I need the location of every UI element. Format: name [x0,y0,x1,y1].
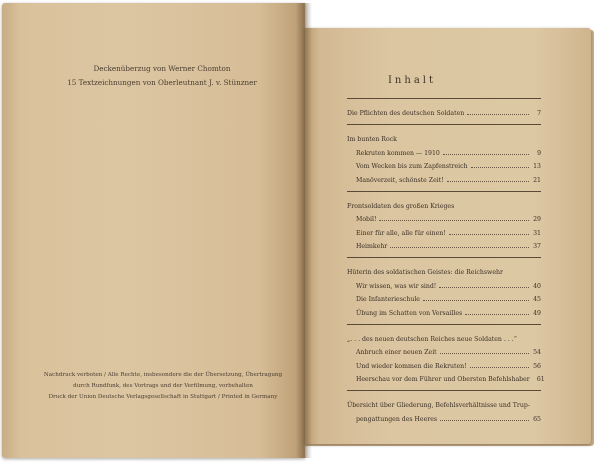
toc-page-number: 31 [533,229,541,237]
toc-entry [347,192,541,210]
toc-entry-title: Anbruch einer neuen Zeit [356,349,437,356]
table-of-contents [347,98,545,423]
toc-entry-title: Die Infanterieschule [356,296,420,303]
toc-entry [347,325,541,343]
toc-entry [347,356,541,370]
toc-entry-title: Übung im Schatten von Versailles [356,309,463,317]
section-gap [347,184,541,191]
toc-entry [347,343,541,357]
toc-page-number: 65 [533,415,541,423]
toc-entry-title: Rekruten kommen — 1910 [356,149,440,157]
toc-entry [347,237,541,251]
toc-entry-title: Mobil! [356,216,377,223]
toc-page-number: 40 [533,282,541,290]
toc-page-number: 54 [533,349,541,356]
toc-entry [347,391,541,409]
toc-page-number: 37 [533,243,541,250]
section-gap [347,250,541,257]
toc-entry-title: Wir wissen, was wir sind! [356,282,437,290]
toc-page-number: 49 [533,309,541,317]
toc-section [347,257,541,317]
toc-leader-dots [467,113,529,115]
toc-page-number: 9 [537,149,541,157]
toc-page-number: 21 [533,176,541,184]
toc-leader-dots [443,153,529,155]
toc-page-number: 56 [533,362,541,370]
toc-entry-title: Einer für alle, alle für einen! [356,229,446,237]
toc-entry [347,303,541,317]
section-gap [347,383,541,390]
toc-page-number: 45 [533,296,541,303]
toc-entry [347,409,541,423]
toc-entry-title: Frontsoldaten des großen Krieges [347,202,455,210]
toc-leader-dots [390,246,529,248]
toc-entry [347,223,541,237]
toc-entry [347,370,545,384]
toc-entry-title: Heimkehr [356,243,388,250]
section-gap [347,317,541,324]
toc-section [347,124,541,184]
imprint-block [38,370,288,403]
toc-leader-dots [471,166,529,168]
toc-entry-title: Manöverzeit, schönste Zeit! [356,176,444,184]
credits-block [42,62,282,90]
imprint-line: Druck der Union Deutsche Verlagsgesellschaft in Stuttgart / Printed in Germany [48,394,278,400]
toc-leader-dots [447,180,529,182]
toc-section [347,98,541,117]
toc-section [347,390,541,423]
toc-leader-dots [440,419,529,421]
toc-entry [347,125,541,143]
toc-entry [347,258,541,276]
toc-section [347,324,545,384]
toc-section [347,191,541,251]
toc-entry-title: Übersicht über Gliederung, Befehlsverhältnisse und Trup- [347,402,530,409]
credit-line: 15 Textzeichnungen von Oberleutnant J. v. Stünzner [67,78,257,87]
toc-page-number: 61 [536,376,545,383]
toc-entry-title: Die Pflichten des deutschen Soldaten [347,110,465,117]
left-page [2,3,305,458]
toc-entry [347,99,541,117]
toc-entry [347,143,541,157]
imprint-line: Nachdruck verboten / Alle Rechte, insbesondere die der Übersetzung, Übertragung [43,372,283,378]
toc-page-number: 13 [533,163,541,170]
toc-entry-title: Hüterin des soldatischen Geistes: die Reichswehr [347,269,503,276]
toc-title: Inhalt [387,75,436,86]
imprint-line: durch Rundfunk, des Vortrags und der Verfilmung, vorbehalten [73,383,253,389]
toc-entry-title: Vom Wecken bis zum Zapfenstreich [356,163,468,170]
toc-entry [347,276,541,290]
toc-entry-title: Im bunten Rock [347,136,397,143]
toc-leader-dots [449,233,529,235]
toc-leader-dots [440,352,529,354]
toc-entry-title: pengattungen des Heeres [356,415,438,423]
toc-entry [347,170,541,184]
section-gap [347,117,541,124]
book-gutter [296,3,312,458]
toc-entry-title: „. . . des neuen deutschen Reiches neue Soldaten . . .“ [347,335,517,343]
toc-leader-dots [465,313,529,315]
toc-page-number: 29 [533,216,541,223]
toc-entry-title: Und wieder kommen die Rekruten! [356,362,467,370]
toc-leader-dots [423,299,529,301]
toc-leader-dots [439,286,529,288]
toc-entry-title: Heerschau vor dem Führer und Obersten Befehlshaber [356,376,530,383]
toc-entry [347,157,541,171]
toc-leader-dots [379,219,529,221]
toc-entry [347,290,541,304]
toc-leader-dots [470,366,529,368]
toc-page-number: 7 [537,110,541,117]
credit-line: Deckenüberzug von Werner Chomton [93,64,231,73]
toc-entry [347,210,541,224]
